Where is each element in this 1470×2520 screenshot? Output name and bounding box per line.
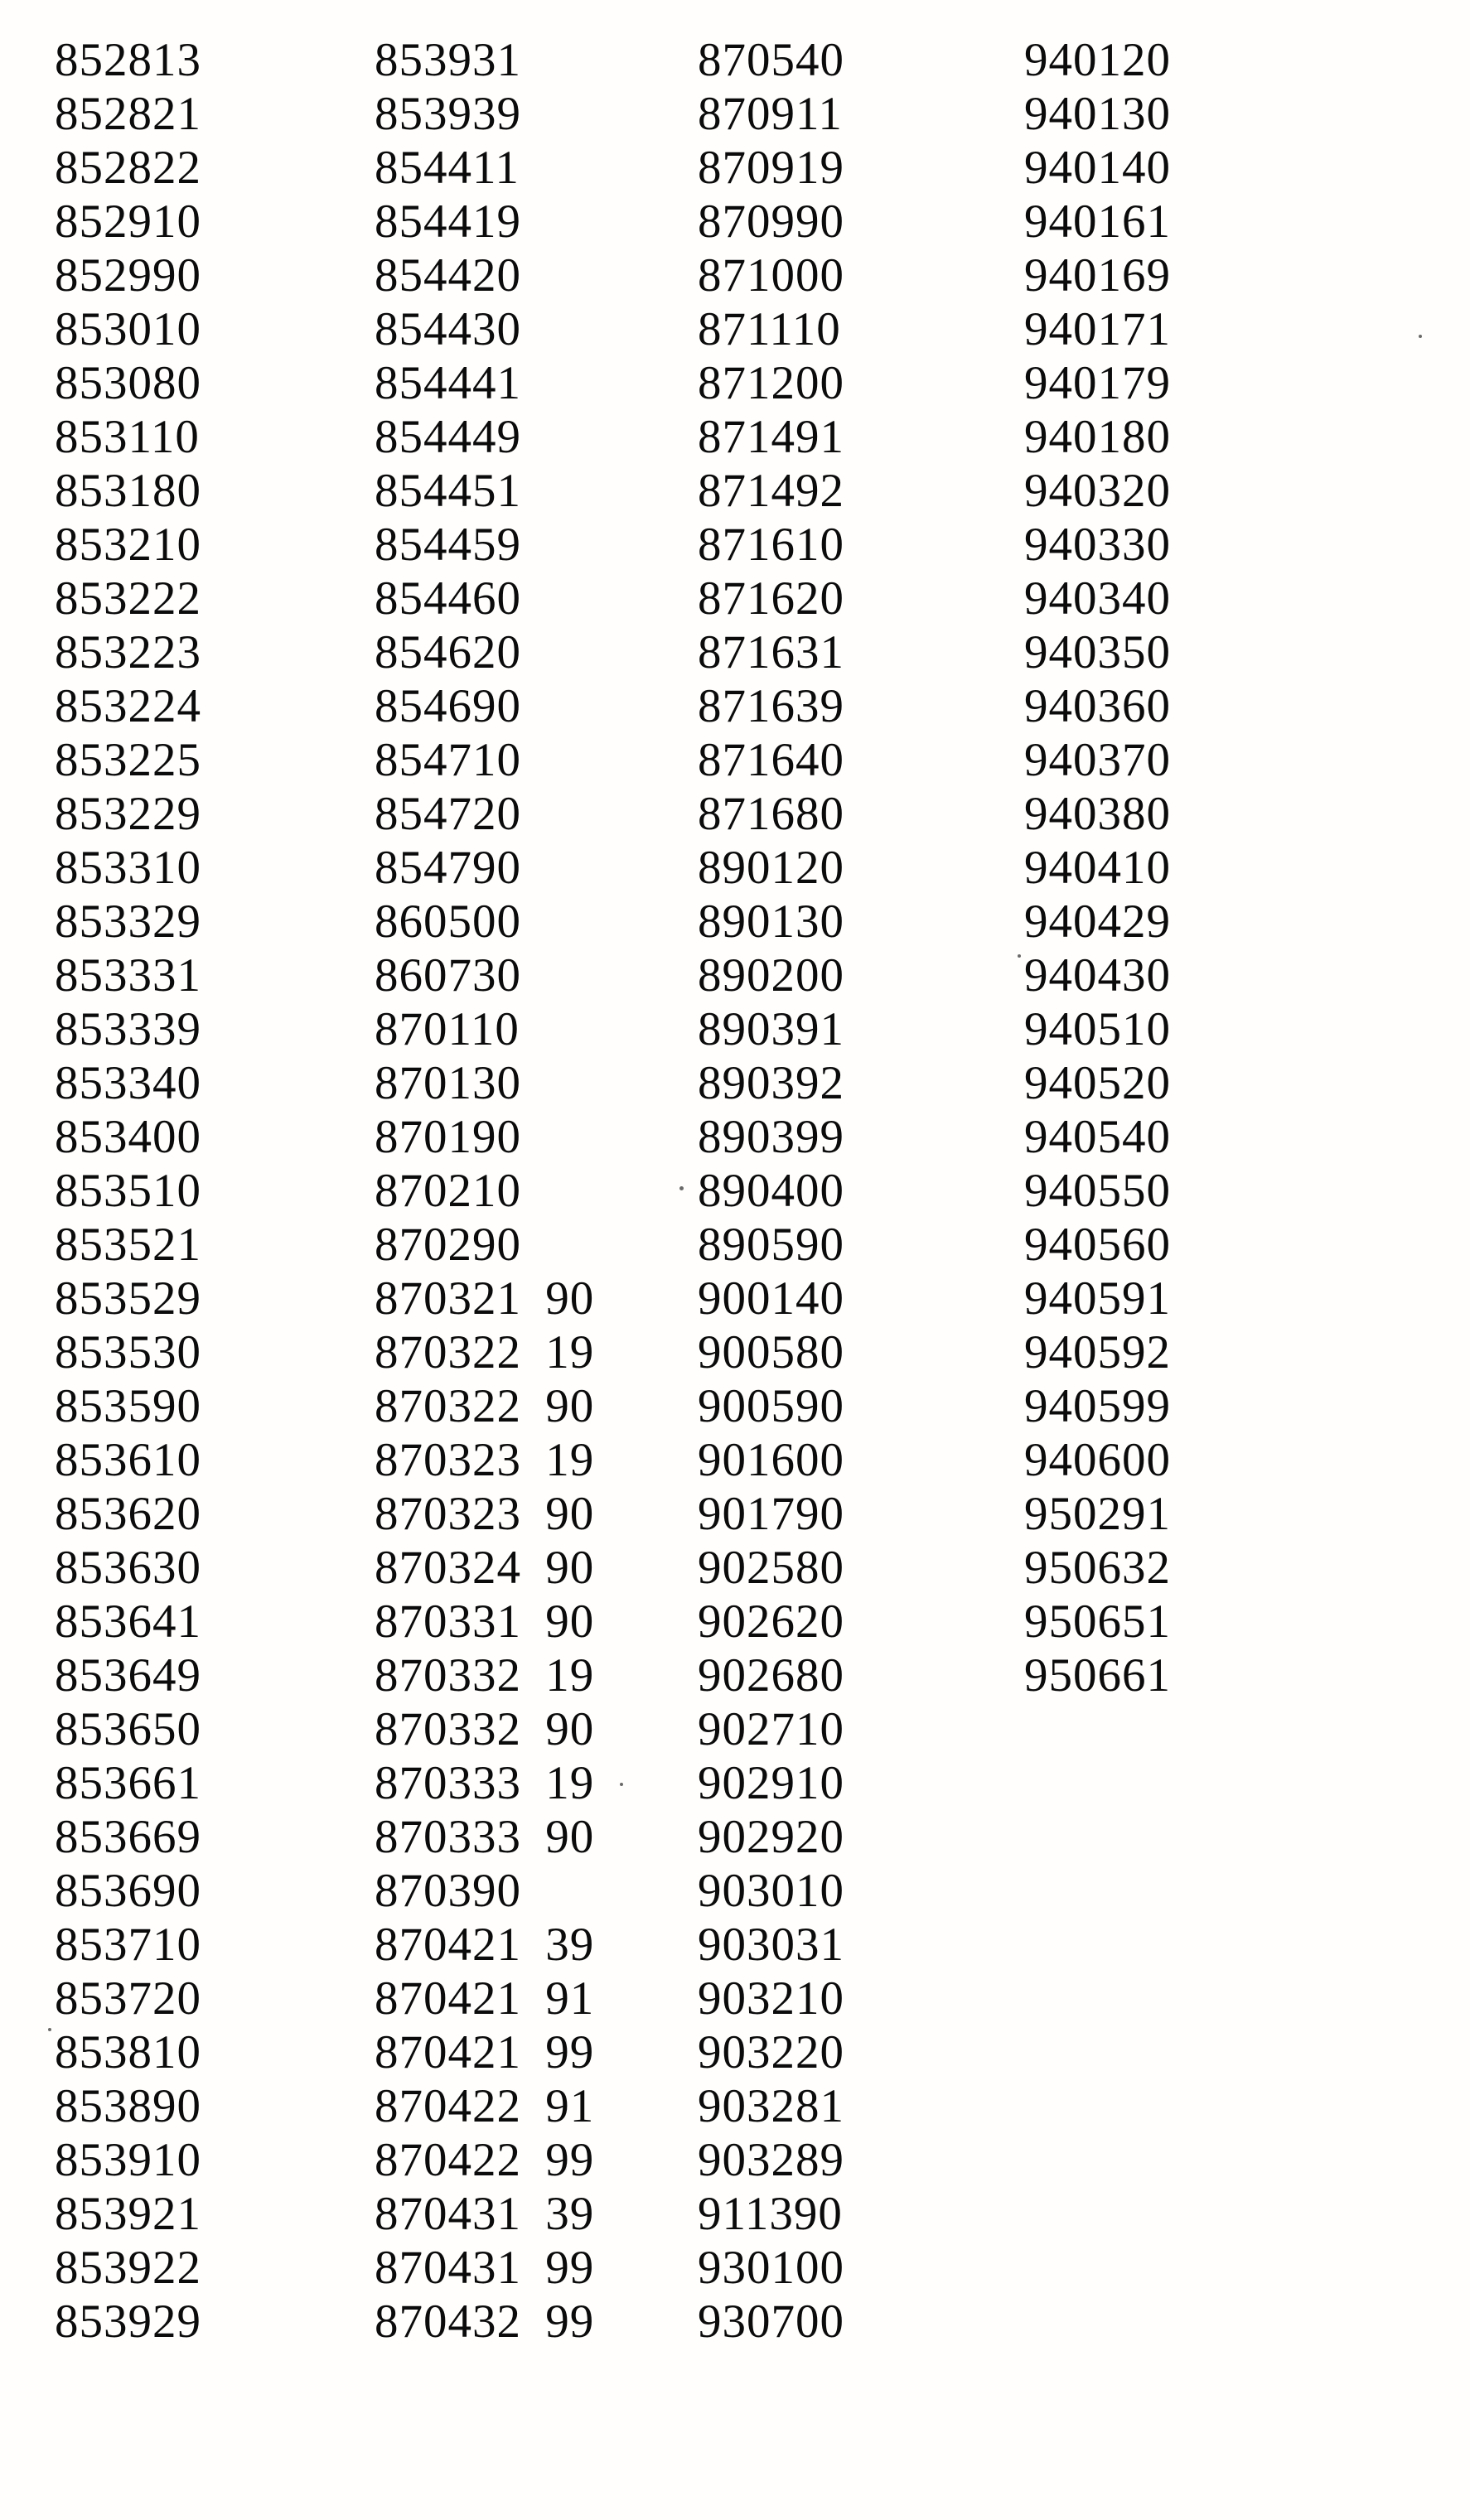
code-entry: 853339 xyxy=(55,1003,201,1055)
code-entry: 940169 xyxy=(1024,249,1171,302)
code-entry: 853610 xyxy=(55,1434,201,1486)
code-entry: 870323 90 xyxy=(375,1488,595,1540)
code-entry: 870422 91 xyxy=(375,2080,595,2132)
code-entry: 902620 xyxy=(698,1596,844,1648)
code-entry: 860730 xyxy=(375,949,521,1002)
code-entry: 854720 xyxy=(375,788,521,840)
code-entry: 853590 xyxy=(55,1380,201,1432)
code-entry: 871610 xyxy=(698,519,844,571)
code-entry: 853331 xyxy=(55,949,201,1002)
code-entry: 940340 xyxy=(1024,572,1171,625)
code-entry: 871620 xyxy=(698,572,844,625)
code-entry: 870190 xyxy=(375,1111,521,1163)
code-entry: 854451 xyxy=(375,465,521,517)
scan-speck xyxy=(620,1783,623,1786)
code-entry: 911390 xyxy=(698,2188,843,2240)
scan-speck xyxy=(48,2028,51,2031)
code-entry: 940180 xyxy=(1024,411,1171,463)
code-entry: 853710 xyxy=(55,1919,201,1971)
code-column-1 xyxy=(55,33,201,2349)
code-entry: 854420 xyxy=(375,249,521,302)
code-entry: 853510 xyxy=(55,1165,201,1217)
code-entry: 902710 xyxy=(698,1703,844,1755)
code-entry: 852821 xyxy=(55,88,201,140)
code-entry: 853530 xyxy=(55,1326,201,1378)
code-entry: 903010 xyxy=(698,1865,844,1917)
code-entry: 902680 xyxy=(698,1649,844,1702)
code-entry: 870321 90 xyxy=(375,1272,595,1325)
code-entry: 890130 xyxy=(698,896,844,948)
code-entry: 870911 xyxy=(698,88,843,140)
code-entry: 870210 xyxy=(375,1165,521,1217)
code-entry: 940599 xyxy=(1024,1380,1171,1432)
code-entry: 853922 xyxy=(55,2242,201,2294)
code-entry: 870322 90 xyxy=(375,1380,595,1432)
code-entry: 940320 xyxy=(1024,465,1171,517)
code-entry: 853669 xyxy=(55,1811,201,1863)
code-entry: 853690 xyxy=(55,1865,201,1917)
code-entry: 853910 xyxy=(55,2134,201,2186)
code-entry: 871639 xyxy=(698,680,844,732)
code-entry: 852990 xyxy=(55,249,201,302)
code-entry: 871631 xyxy=(698,626,844,678)
code-entry: 870431 39 xyxy=(375,2188,595,2240)
code-entry: 871492 xyxy=(698,465,844,517)
code-entry: 853210 xyxy=(55,519,201,571)
code-entry: 870110 xyxy=(375,1003,520,1055)
code-entry: 903210 xyxy=(698,1972,844,2025)
code-entry: 854459 xyxy=(375,519,521,571)
code-entry: 871110 xyxy=(698,303,841,355)
code-entry: 853931 xyxy=(375,34,521,86)
code-entry: 902580 xyxy=(698,1542,844,1594)
code-entry: 854411 xyxy=(375,142,520,194)
scan-speck xyxy=(1018,954,1021,958)
code-entry: 903220 xyxy=(698,2026,844,2078)
code-entry: 870290 xyxy=(375,1219,521,1271)
code-entry: 853310 xyxy=(55,842,201,894)
code-entry: 853329 xyxy=(55,896,201,948)
code-entry: 853650 xyxy=(55,1703,201,1755)
code-entry: 903031 xyxy=(698,1919,844,1971)
code-entry: 853229 xyxy=(55,788,201,840)
code-entry: 854710 xyxy=(375,734,521,786)
code-entry: 901790 xyxy=(698,1488,844,1540)
code-entry: 854449 xyxy=(375,411,521,463)
code-entry: 853661 xyxy=(55,1757,201,1809)
code-entry: 853225 xyxy=(55,734,201,786)
code-entry: 901600 xyxy=(698,1434,844,1486)
code-entry: 854441 xyxy=(375,357,521,409)
code-entry: 870431 99 xyxy=(375,2242,595,2294)
code-entry: 853224 xyxy=(55,680,201,732)
code-entry: 890391 xyxy=(698,1003,844,1055)
code-entry: 870432 99 xyxy=(375,2296,595,2348)
code-entry: 890400 xyxy=(698,1165,844,1217)
code-entry: 870332 90 xyxy=(375,1703,595,1755)
code-entry: 890120 xyxy=(698,842,844,894)
code-entry: 870422 99 xyxy=(375,2134,595,2186)
code-entry: 903281 xyxy=(698,2080,844,2132)
code-entry: 940350 xyxy=(1024,626,1171,678)
code-entry: 853180 xyxy=(55,465,201,517)
code-column-2 xyxy=(375,33,594,2349)
code-entry: 870421 91 xyxy=(375,1972,595,2025)
code-entry: 870322 19 xyxy=(375,1326,595,1378)
code-entry: 854430 xyxy=(375,303,521,355)
code-entry: 870323 19 xyxy=(375,1434,595,1486)
code-entry: 902910 xyxy=(698,1757,844,1809)
code-entry: 853010 xyxy=(55,303,201,355)
code-entry: 853890 xyxy=(55,2080,201,2132)
code-entry: 870990 xyxy=(698,196,844,248)
code-entry: 853620 xyxy=(55,1488,201,1540)
code-entry: 890200 xyxy=(698,949,844,1002)
code-entry: 930100 xyxy=(698,2242,844,2294)
code-entry: 940520 xyxy=(1024,1057,1171,1109)
code-entry: 854419 xyxy=(375,196,521,248)
code-entry: 870324 90 xyxy=(375,1542,595,1594)
code-entry: 853641 xyxy=(55,1596,201,1648)
code-entry: 852813 xyxy=(55,34,201,86)
code-entry: 853521 xyxy=(55,1219,201,1271)
code-entry: 871491 xyxy=(698,411,844,463)
code-entry: 950291 xyxy=(1024,1488,1171,1540)
code-entry: 940410 xyxy=(1024,842,1171,894)
code-entry: 950632 xyxy=(1024,1542,1171,1594)
code-entry: 853921 xyxy=(55,2188,201,2240)
code-entry: 940179 xyxy=(1024,357,1171,409)
code-entry: 871640 xyxy=(698,734,844,786)
code-entry: 940600 xyxy=(1024,1434,1171,1486)
code-entry: 940591 xyxy=(1024,1272,1171,1325)
code-entry: 853223 xyxy=(55,626,201,678)
code-entry: 853720 xyxy=(55,1972,201,2025)
code-entry: 940430 xyxy=(1024,949,1171,1002)
code-entry: 870331 90 xyxy=(375,1596,595,1648)
code-entry: 940120 xyxy=(1024,34,1171,86)
code-column-3 xyxy=(698,33,844,2349)
code-entry: 853649 xyxy=(55,1649,201,1702)
code-entry: 860500 xyxy=(375,896,521,948)
code-entry: 870421 99 xyxy=(375,2026,595,2078)
scan-speck xyxy=(679,1186,684,1190)
code-entry: 890590 xyxy=(698,1219,844,1271)
code-entry: 902920 xyxy=(698,1811,844,1863)
code-entry: 871680 xyxy=(698,788,844,840)
code-entry: 940380 xyxy=(1024,788,1171,840)
code-entry: 940161 xyxy=(1024,196,1171,248)
code-entry: 853110 xyxy=(55,411,200,463)
code-entry: 903289 xyxy=(698,2134,844,2186)
code-entry: 890399 xyxy=(698,1111,844,1163)
code-entry: 852910 xyxy=(55,196,201,248)
code-entry: 870333 90 xyxy=(375,1811,595,1863)
code-entry: 950651 xyxy=(1024,1596,1171,1648)
code-entry: 870332 19 xyxy=(375,1649,595,1702)
code-entry: 853080 xyxy=(55,357,201,409)
code-entry: 940550 xyxy=(1024,1165,1171,1217)
code-entry: 854790 xyxy=(375,842,521,894)
code-entry: 870421 39 xyxy=(375,1919,595,1971)
code-entry: 852822 xyxy=(55,142,201,194)
code-entry: 940370 xyxy=(1024,734,1171,786)
code-column-4 xyxy=(1024,33,1171,1702)
code-entry: 853939 xyxy=(375,88,521,140)
code-entry: 853222 xyxy=(55,572,201,625)
code-entry: 870919 xyxy=(698,142,844,194)
code-entry: 900590 xyxy=(698,1380,844,1432)
code-entry: 940592 xyxy=(1024,1326,1171,1378)
code-entry: 871200 xyxy=(698,357,844,409)
code-entry: 900580 xyxy=(698,1326,844,1378)
code-entry: 940330 xyxy=(1024,519,1171,571)
code-entry: 940510 xyxy=(1024,1003,1171,1055)
code-entry: 900140 xyxy=(698,1272,844,1325)
code-entry: 940140 xyxy=(1024,142,1171,194)
code-entry: 853810 xyxy=(55,2026,201,2078)
code-entry: 940540 xyxy=(1024,1111,1171,1163)
code-entry: 940171 xyxy=(1024,303,1171,355)
code-entry: 871000 xyxy=(698,249,844,302)
code-entry: 853630 xyxy=(55,1542,201,1594)
code-entry: 870130 xyxy=(375,1057,521,1109)
code-entry: 940560 xyxy=(1024,1219,1171,1271)
code-entry: 853529 xyxy=(55,1272,201,1325)
code-entry: 853340 xyxy=(55,1057,201,1109)
code-entry: 870540 xyxy=(698,34,844,86)
code-entry: 870333 19 xyxy=(375,1757,595,1809)
code-entry: 854460 xyxy=(375,572,521,625)
code-entry: 890392 xyxy=(698,1057,844,1109)
code-entry: 870390 xyxy=(375,1865,521,1917)
code-entry: 930700 xyxy=(698,2296,844,2348)
code-entry: 854690 xyxy=(375,680,521,732)
code-entry: 853929 xyxy=(55,2296,201,2348)
code-entry: 950661 xyxy=(1024,1649,1171,1702)
code-entry: 853400 xyxy=(55,1111,201,1163)
code-entry: 940360 xyxy=(1024,680,1171,732)
code-entry: 854620 xyxy=(375,626,521,678)
scan-speck xyxy=(1419,335,1422,338)
code-entry: 940130 xyxy=(1024,88,1171,140)
code-entry: 940429 xyxy=(1024,896,1171,948)
